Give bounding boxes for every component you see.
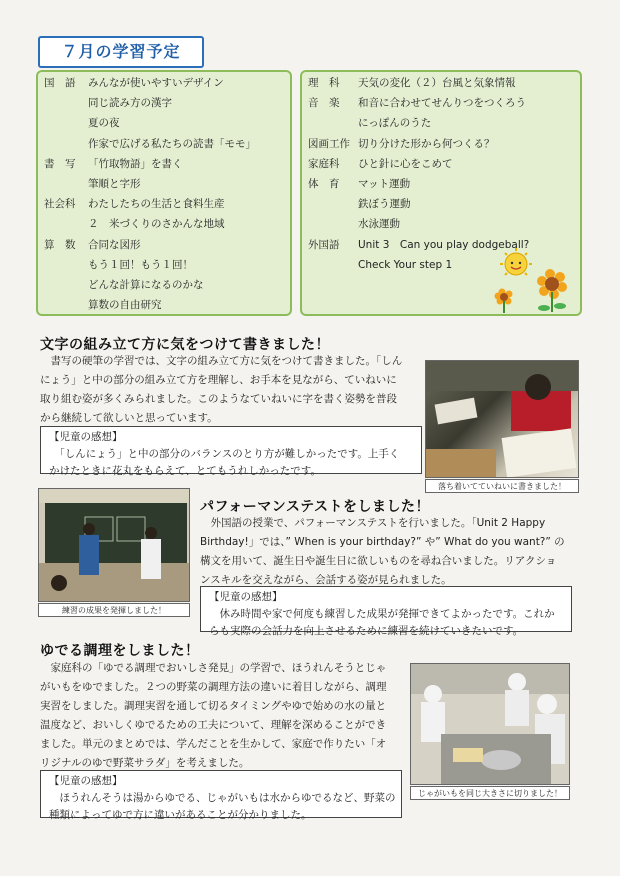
section2-body [200, 514, 584, 590]
section1-body-line: にょう」と中の部分の組み立て方を理解し、お手本を見ながら、ていねいに [40, 374, 397, 386]
schedule-row [38, 277, 290, 293]
schedule-item: わたしたちの生活と食料生産 [88, 198, 225, 211]
schedule-left-box [36, 70, 292, 316]
schedule-row [38, 176, 290, 192]
schedule-item: みんなが使いやすいデザイン [88, 77, 224, 89]
section3-impression [40, 770, 402, 821]
schedule-row [38, 297, 290, 313]
schedule-row [302, 156, 580, 172]
schedule-row [302, 75, 580, 91]
section1-caption: 落ち着いてていねいに書きました！ [425, 479, 579, 493]
impression-label: 【児童の感想】 [49, 775, 123, 787]
schedule-subject: 書 写 [44, 157, 76, 170]
impression-line: かけたときに花丸をもらえて、とてもうれしかったです。 [49, 465, 321, 477]
section3-body-line: 家庭科の「ゆでる調理でおいしさ発見」の学習で、ほうれんそうとじゃ [40, 662, 387, 674]
section1-body-line: 取り組む姿が多くみられました。このようなていねいに字を書く姿勢を普段 [40, 393, 397, 405]
section3-body-line: 実習をしました。調理実習を通して切るタイミングやゆで始めの水の量と [40, 700, 387, 712]
page-title: ７月の学習予定 [38, 36, 204, 68]
section2-impression [200, 586, 572, 637]
schedule-item: ２ 米づくりのさかんな地域 [88, 218, 225, 231]
section2-heading: パフォーマンステストをしました！ [200, 499, 431, 515]
schedule-right-box [300, 70, 582, 316]
schedule-row [38, 115, 290, 131]
schedule-subject: 図画工作 [308, 137, 350, 150]
section3-body-line: リジナルのゆで野菜サラダ」を考えました。 [40, 757, 250, 769]
section3-caption: じゃがいもを同じ大きさに切りました！ [410, 786, 570, 800]
schedule-subject: 外国語 [308, 238, 340, 251]
schedule-row [38, 75, 290, 91]
section2-body-line: ンスキルを交えながら、会話する姿が見られました。 [200, 574, 452, 586]
schedule-row [302, 196, 580, 212]
schedule-row [302, 237, 580, 253]
section1-body [40, 352, 420, 428]
impression-line: ほうれんそうは湯からゆでる、じゃがいもは水からゆでるなど、野菜の [49, 792, 396, 804]
section2-body-line: 構文を用いて、誕生日や誕生日に欲しいものを尋ね合いました。リアクショ [200, 555, 557, 567]
photo-performance-test [38, 488, 190, 602]
schedule-item: 「竹取物語」を書く [88, 157, 183, 170]
schedule-row [38, 196, 290, 212]
schedule-row [38, 95, 290, 111]
section2-body-line: Birthday!」では、” When is your birthday?” や” What do you want?” の [200, 536, 565, 548]
schedule-item: 合同な図形 [88, 238, 141, 251]
schedule-row [38, 237, 290, 253]
schedule-item: 算数の自由研究 [88, 299, 162, 312]
schedule-item: 夏の夜 [88, 117, 120, 130]
section3-body-line: 温度など、おいしくゆでるための工夫について、理解を深めることができ [40, 719, 387, 731]
schedule-row [302, 176, 580, 192]
schedule-subject: 国 語 [44, 77, 76, 89]
schedule-subject: 理 科 [308, 77, 340, 89]
section1-body-line: 書写の硬筆の学習では、文字の組み立て方に気をつけて書きました。「しん [40, 355, 403, 367]
schedule-item: Unit 3 Can you play dodgeball? [358, 238, 530, 251]
schedule-subject: 音 楽 [308, 97, 340, 110]
schedule-item: 筆順と字形 [88, 178, 141, 190]
schedule-item: にっぽんのうた [358, 117, 432, 130]
schedule-item: ひと針に心をこめて [358, 157, 453, 170]
impression-line: 「しんにょう」と中の部分のバランスのとり方が難しかったです。上手く [49, 448, 400, 460]
photo-cooking [410, 663, 570, 785]
schedule-row [302, 95, 580, 111]
schedule-subject: 体 育 [308, 178, 340, 190]
schedule-row [38, 257, 290, 273]
schedule-row [38, 216, 290, 232]
schedule-subject: 家庭科 [308, 157, 340, 170]
impression-label: 【児童の感想】 [49, 431, 123, 443]
impression-label: 【児童の感想】 [209, 591, 283, 603]
schedule-item: 切り分けた形から何つくる？ [358, 137, 495, 150]
schedule-item: どんな計算になるのかな [88, 279, 204, 291]
schedule-item: 鉄ぼう運動 [358, 198, 411, 211]
schedule-item: マット運動 [358, 178, 411, 190]
schedule-item: 同じ読み方の漢字 [88, 97, 172, 110]
section3-body [40, 659, 412, 773]
schedule-item: Check Your step 1 [358, 258, 453, 271]
impression-line: らも実際の会話力を向上させるために練習を続けていきたいです。 [209, 625, 524, 637]
schedule-row [38, 156, 290, 172]
schedule-row [38, 136, 290, 152]
schedule-item: 水泳運動 [358, 218, 400, 231]
section1-body-line: から継続して欲しいと思っています。 [40, 412, 218, 424]
schedule-row [302, 136, 580, 152]
schedule-subject: 社会科 [44, 198, 76, 211]
impression-line: 種類によってゆで方に違いがあることが分かりました。 [49, 809, 312, 821]
schedule-row [302, 257, 580, 273]
section3-body-line: ました。単元のまとめでは、学んだことを生かして、家庭で作りたい「オ [40, 738, 387, 750]
flower-icon [495, 269, 568, 313]
section1-heading: 文字の組み立て方に気をつけて書きました！ [40, 337, 330, 353]
schedule-row [302, 216, 580, 232]
schedule-item: 作家で広げる私たちの読書「モモ」 [88, 137, 256, 150]
schedule-row [302, 115, 580, 131]
section3-heading: ゆでる調理をしました！ [40, 643, 200, 659]
section2-caption: 練習の成果を発揮しました！ [38, 603, 190, 617]
schedule-item: 天気の変化（２）台風と気象情報 [358, 77, 516, 89]
photo-calligraphy [425, 360, 579, 478]
schedule-subject: 算 数 [44, 238, 76, 251]
schedule-item: もう１回！もう１回！ [88, 258, 193, 271]
schedule-item: 和音に合わせてせんりつをつくろう [358, 97, 526, 110]
section2-body-line: 外国語の授業で、パフォーマンステストを行いました。「Unit 2 Happy [200, 517, 546, 529]
section3-body-line: がいもをゆでました。２つの野菜の調理方法の違いに着目しながら、調理 [40, 681, 387, 693]
impression-line: 休み時間や家で何度も練習した成果が発揮できてよかったです。これか [209, 608, 555, 620]
section1-impression [40, 426, 422, 477]
